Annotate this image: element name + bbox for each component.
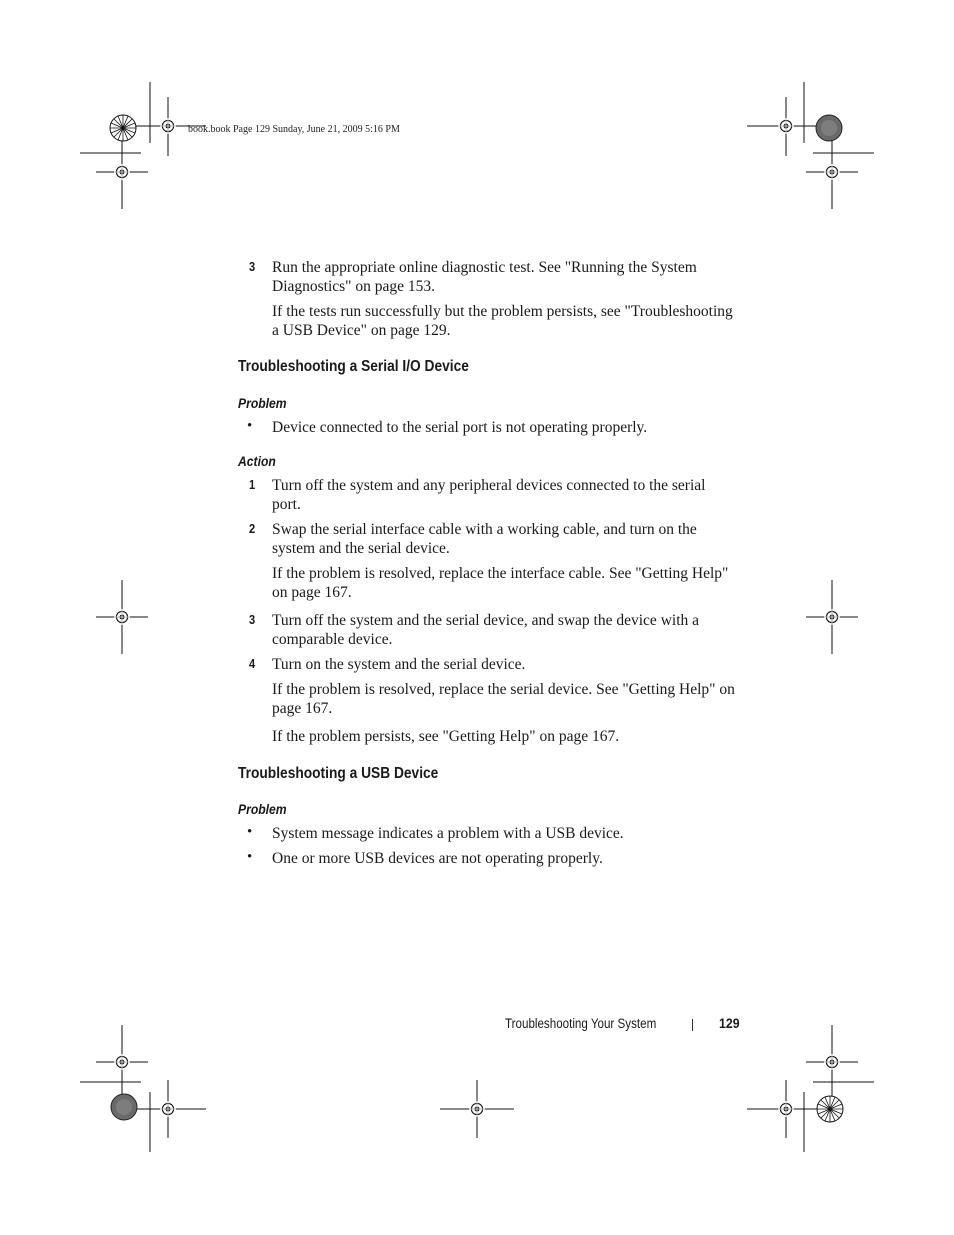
step-number: 2	[249, 521, 256, 536]
page-number: 129	[719, 1015, 740, 1031]
footer-divider	[692, 1019, 693, 1031]
section-heading	[238, 358, 738, 376]
list-item	[238, 824, 738, 843]
bullet-marker: •	[247, 418, 253, 434]
step-number: 3	[249, 612, 256, 627]
step-number: 3	[249, 259, 256, 274]
step-note: If the problem is resolved, replace the interface cable. See "Getting Help" on page 167.	[272, 565, 729, 601]
step-text: Turn on the system and the serial device.	[272, 656, 526, 673]
subheading-action: Action	[238, 454, 276, 469]
step-text: Turn off the system and the serial device, and swap the device with a comparable device.	[272, 612, 699, 648]
bullet-text: Device connected to the serial port is not operating properly.	[272, 419, 648, 436]
step-item	[238, 520, 738, 602]
step-note: If the problem persists, see "Getting Help" on page 167.	[272, 728, 620, 745]
step-text: Swap the serial interface cable with a working cable, and turn on the system and the serial device.	[272, 521, 697, 557]
subheading-problem: Problem	[238, 396, 287, 411]
bullet-text: One or more USB devices are not operating properly.	[272, 850, 603, 867]
step-item	[238, 611, 738, 649]
print-slug-line: book.book Page 129 Sunday, June 21, 2009 5:16 PM	[188, 124, 400, 135]
step-text: Turn off the system and any peripheral devices connected to the serial port.	[272, 477, 706, 513]
section-heading-serial: Troubleshooting a Serial I/O Device	[238, 358, 469, 375]
bullet-marker: •	[247, 849, 253, 865]
page-body	[238, 258, 738, 868]
list-item	[238, 849, 738, 868]
bullet-text: System message indicates a problem with a USB device.	[272, 825, 624, 842]
subheading-problem: Problem	[238, 802, 287, 817]
step-note: If the problem is resolved, replace the serial device. See "Getting Help" on page 167.	[272, 681, 735, 717]
step-number: 1	[249, 477, 256, 492]
footer-section-title: Troubleshooting Your System	[505, 1016, 657, 1031]
list-item	[238, 418, 738, 437]
step-text: Run the appropriate online diagnostic test. See "Running the System Diagnostics" on page 153.	[272, 259, 697, 295]
step-note: If the tests run successfully but the problem persists, see "Troubleshooting a USB Device" on page 129.	[272, 303, 733, 339]
section-heading-usb: Troubleshooting a USB Device	[238, 765, 439, 782]
step-item	[238, 258, 738, 340]
bullet-marker: •	[247, 824, 253, 840]
step-item	[238, 655, 738, 746]
step-number: 4	[249, 656, 256, 671]
step-item	[238, 476, 738, 514]
